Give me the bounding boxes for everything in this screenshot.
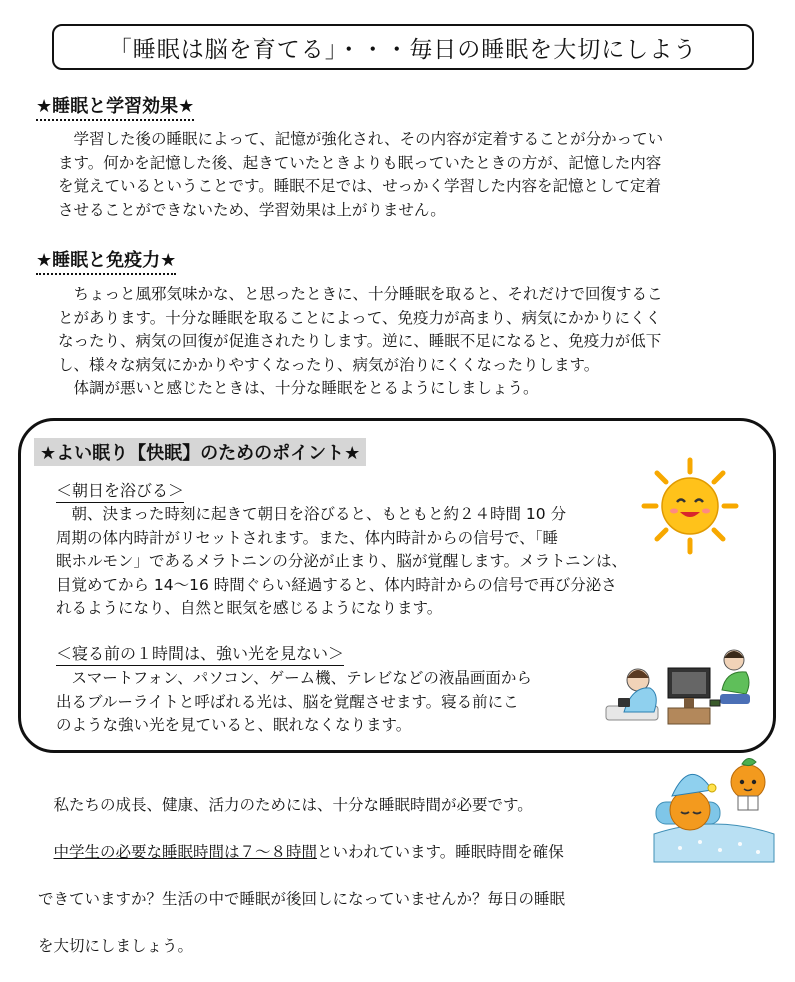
kids-screens-illustration: [604, 640, 760, 726]
section-learning-heading: ★睡眠と学習効果★: [36, 92, 194, 121]
morning-sun-heading: ＜朝日を浴びる＞: [56, 478, 184, 503]
closing-line-2: [38, 841, 658, 865]
closing-line-2-rest: といわれています。睡眠時間を確保: [317, 842, 564, 861]
section-learning-body: 学習した後の睡眠によって、記憶が強化され、その内容が定着することが分かってい ます。何かを記憶した後、起きていたときよりも眠っていたときの方が、記憶した内容 を覚えているということです。睡眠不足では、せっかく学習した内容を記憶として定着 させることができないため、学習効果は上がりません。: [58, 130, 664, 219]
page-title: 「睡眠は脳を育てる」・・・毎日の睡眠を大切にしよう: [108, 36, 698, 63]
page-title-box: [52, 24, 754, 70]
closing-line-3: できていますか？生活の中で睡眠が後回しになっていませんか？毎日の睡眠: [38, 889, 566, 908]
smiling-sun-illustration: [640, 456, 740, 556]
section-immunity-heading: ★睡眠と免疫力★: [36, 246, 176, 275]
closing-line-1: 私たちの成長、健康、活力のためには、十分な睡眠時間が必要です。: [38, 795, 533, 814]
closing-line-4: を大切にしましょう。: [38, 936, 194, 955]
no-bright-light-body: スマートフォン、パソコン、ゲーム機、テレビなどの液晶画面から 出るブルーライトと呼ばれる光は、脳を覚醒させます。寝る前にこ のような強い光を見ていると、眠れなくなります。: [56, 669, 532, 734]
morning-sun-body: 朝、決まった時刻に起きて朝日を浴びると、もともと約２４時間 10 分 周期の体内時計がリセットされます。また、体内時計からの信号で、「睡 眠ホルモン」であるメラトニンの分泌が止まり、脳が覚醒します。メラトニンは、 目覚めてから 14～16 時間ぐらい経過すると、体内時計からの信号で再び分泌さ れるようになり、自然と眠気を感じるようになります。: [56, 505, 628, 617]
closing-paragraph: [38, 770, 658, 982]
section-immunity-body: ちょっと風邪気味かな、と思ったときに、十分睡眠を取ると、それだけで回復するこ とがあります。十分な睡眠を取ることによって、免疫力が高まり、病気にかかりにくく なったり、病気の回復が促進されたりします。逆に、睡眠不足になると、免疫力が低下 し、様々な病気にかかりやすくなったり、病気が治りにくくなったりします。 体調が悪いと感じたときは、十分な睡眠をとるようにしましょう。: [58, 285, 663, 397]
sleep-points-heading: ★よい眠り【快眠】のためのポイント★: [34, 438, 366, 466]
sleeping-mascot-illustration: [650, 752, 780, 864]
closing-emphasis: 中学生の必要な睡眠時間は７～８時間: [53, 842, 318, 861]
no-bright-light-heading: ＜寝る前の１時間は、強い光を見ない＞: [56, 641, 344, 666]
